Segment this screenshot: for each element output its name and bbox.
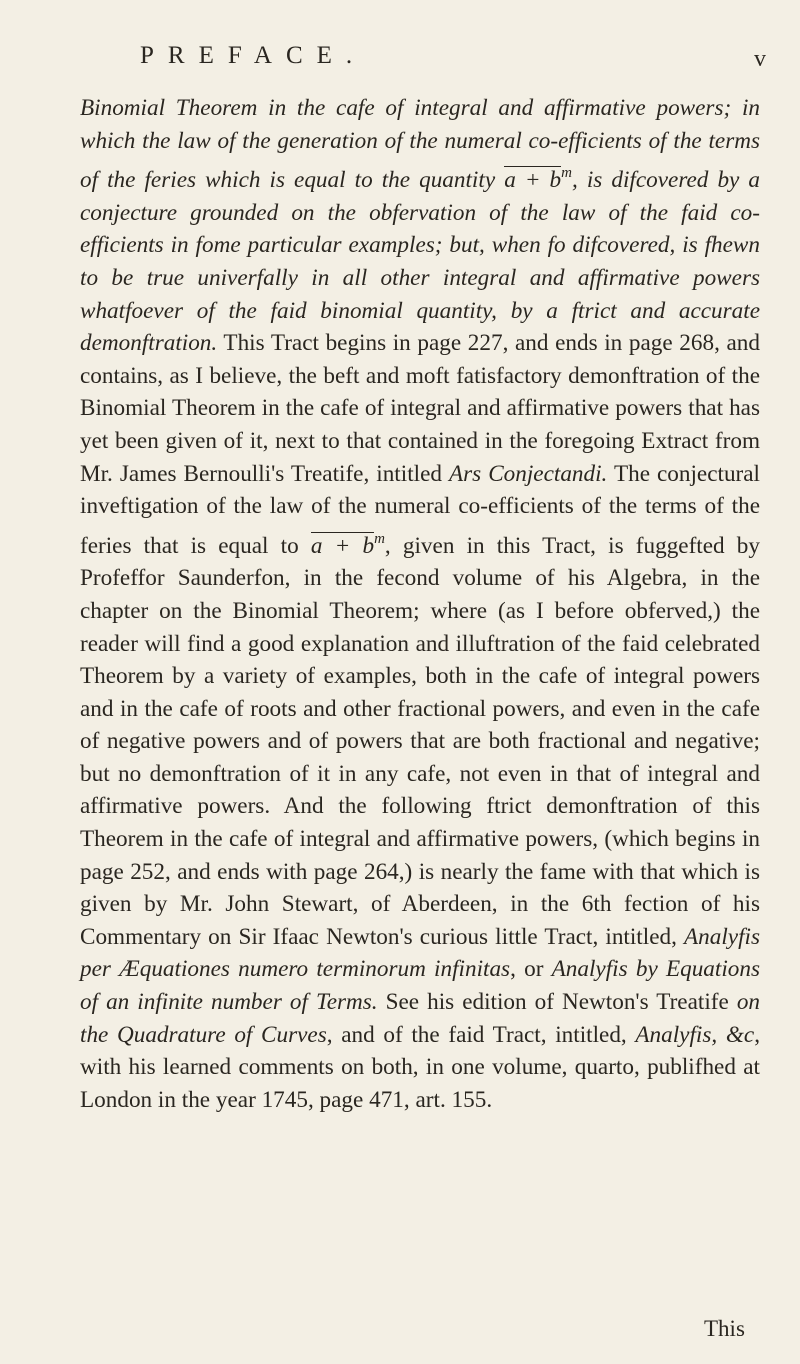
expression-base: a + b: [310, 532, 375, 559]
running-head: PREFACE.: [140, 42, 367, 69]
text-segment: Binomial Theorem in the cafe of integral and affirmative powers; in which the law of the generation of the numeral co-efficients of the terms of the feries which is equal to the quantity: [80, 95, 760, 194]
text-segment: , or: [510, 956, 552, 983]
text-segment: The conjectural inveftigation of the law of the numeral co-efficients of the terms of the feries that is equal to: [80, 460, 761, 559]
binomial-expression: [504, 167, 572, 193]
text-segment: , given in this Tract, is fuggefted by Profeffor Saunderfon, in the fecond volume of his Algebra, in the chapter on the Binomial Theorem; where (as I before obferved,) the reader will find a good explanation and illuftration of the faid celebrated Theorem by a variety of examples, both in the cafe of integral powers and in the cafe of roots and other fractional powers, and even in the cafe of negative powers and of powers that are both fractional and negative; but no demonftration of it in any cafe, not even in that of integral and affirmative powers. And the following ftrict demonftration of this Theorem in the cafe of integral and affirmative powers, (which begins in page 252, and ends with page 264,) is nearly the fame with that which is given by Mr. John Stewart, of Aberdeen, in the 6th fection of his Commentary on Sir Ifaac Newton's curious little Tract, intitled,: [80, 532, 760, 950]
page-header: [0, 20, 800, 70]
catchword: This: [704, 1316, 745, 1341]
text-segment: See his edition of Newton's Treatife: [377, 989, 737, 1016]
book-title: Analyfis by Equations of an infinite number of Terms.: [80, 956, 761, 1016]
binomial-expression: [310, 530, 385, 559]
expression-base: a + b: [504, 167, 562, 194]
text-segment: This Tract begins in page 227, and ends in page 268, and contains, as I believe, the beft and moft fatisfactory demonftration of the Binomial Theorem in the cafe of integral and affirmative powers that has yet been given of it, next to that contained in the foregoing Extract from Mr. James Bernoulli's Treatife, intitled: [80, 330, 760, 487]
page-number: v: [754, 46, 766, 72]
expression-exponent: m: [561, 165, 572, 182]
expression-exponent: m: [374, 530, 385, 547]
book-title: on the Quadrature of Curves: [80, 989, 760, 1048]
text-segment: , is difcovered by a conjecture grounded on the obfervation of the law of the faid co-efficients in fome particular examples; but, when fo difcovered, is fhewn to be true univerfally in all other integral and affirmative powers whatfoever of the faid binomial quantity, by a ftrict and accurate demonftration.: [80, 167, 760, 357]
body-paragraph: [80, 92, 760, 1116]
book-title: Analyfis, &c: [635, 1021, 755, 1048]
book-title: Ars Conjectandi.: [448, 460, 608, 487]
text-segment: , and of the faid Tract, intitled,: [326, 1021, 636, 1048]
text-segment: , with his learned comments on both, in one volume, quarto, publifhed at London in the year 1745, page 471, art. 155.: [80, 1021, 760, 1113]
book-title: Analyfis per Æquationes numero terminorum infinitas: [80, 923, 760, 983]
